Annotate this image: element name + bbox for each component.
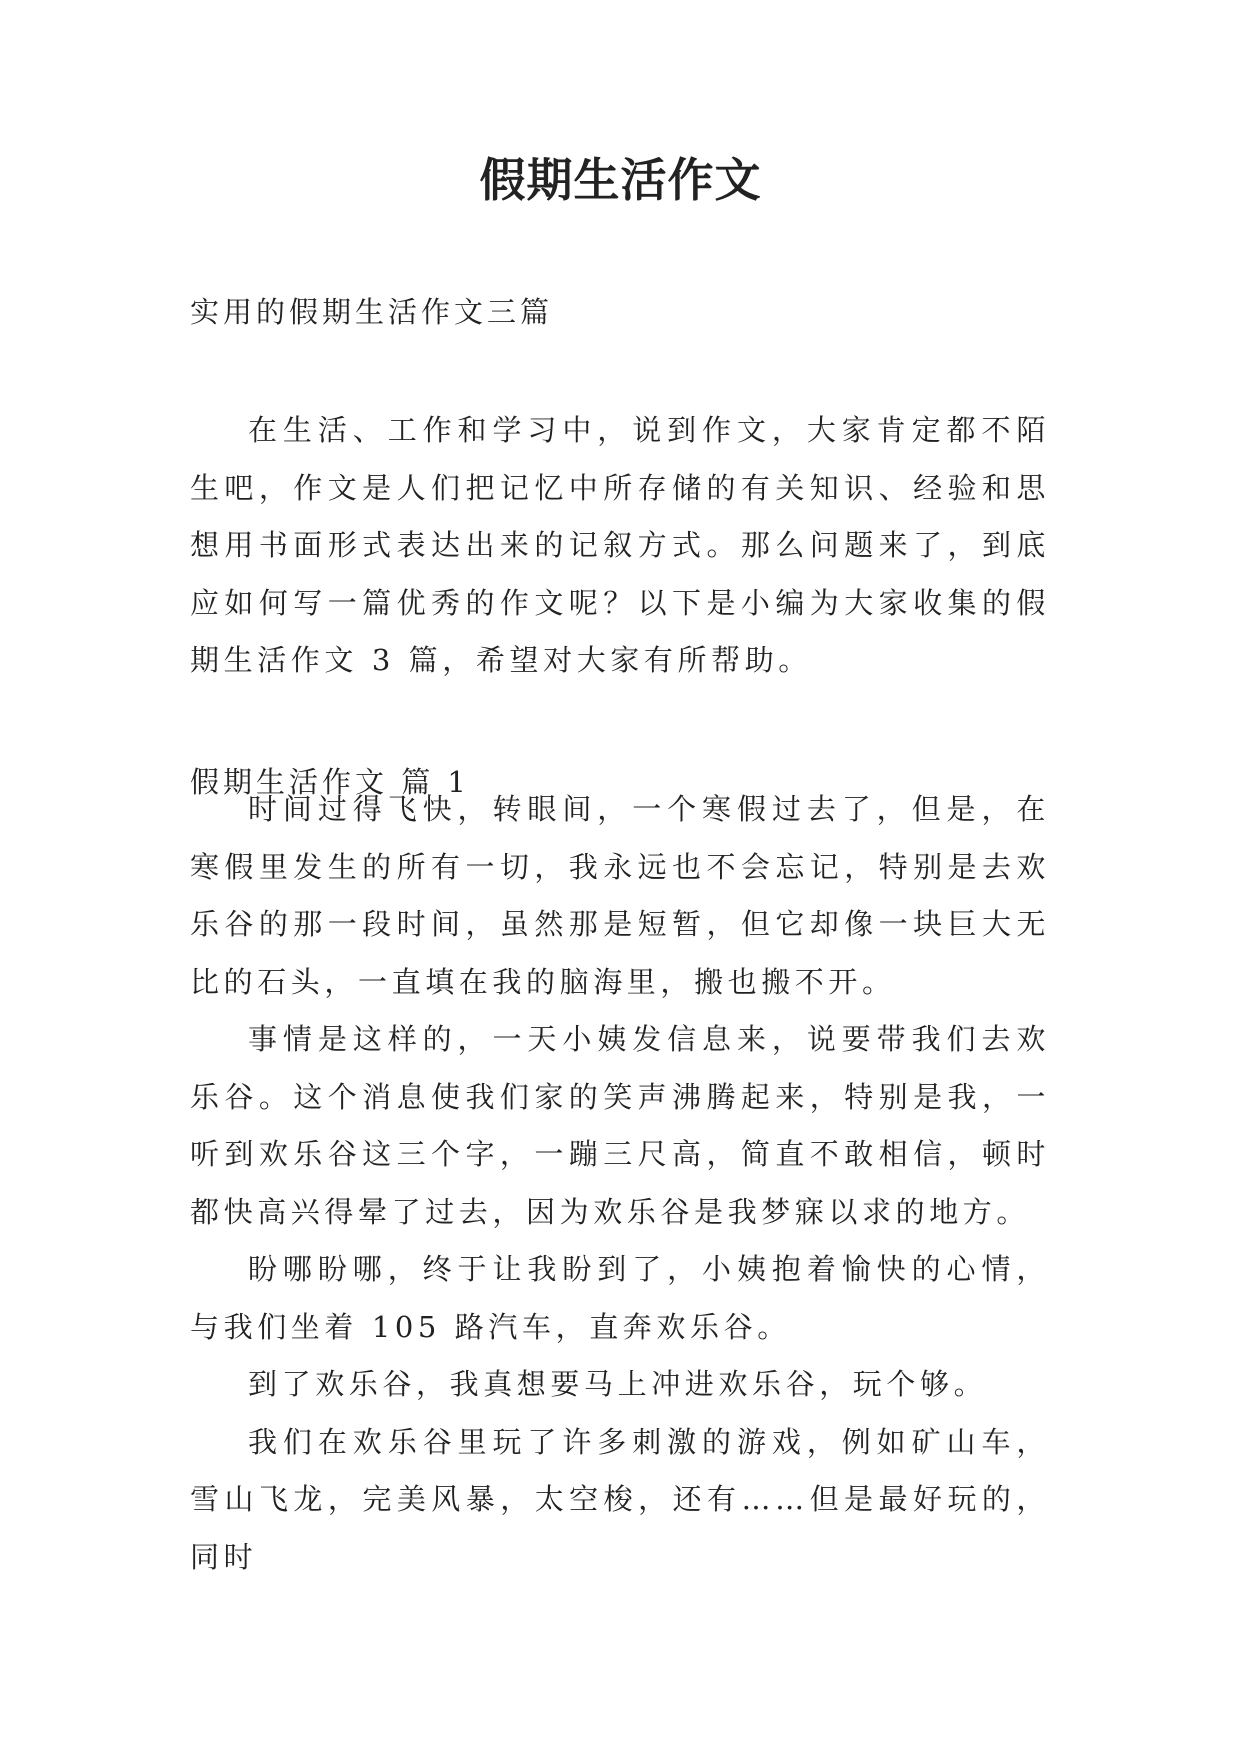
essay-paragraph: 到了欢乐谷，我真想要马上冲进欢乐谷，玩个够。 bbox=[248, 1367, 988, 1401]
essay-paragraph: 我们在欢乐谷里玩了许多刺激的游戏，例如矿山车，雪山飞龙，完美风暴，太空梭，还有……但是最好玩的，同时 bbox=[190, 1424, 1050, 1574]
section-heading: 假期生活作文 篇 1 bbox=[190, 765, 470, 799]
essay-body bbox=[190, 781, 1050, 1586]
intro-paragraph: 在生活、工作和学习中，说到作文，大家肯定都不陌生吧，作文是人们把记忆中所存储的有关知识、经验和思想用书面形式表达出来的记叙方式。那么问题来了，到底应如何写一篇优秀的作文呢？以下是小编为大家收集的假期生活作文 3 篇，希望对大家有所帮助。 bbox=[190, 413, 1050, 677]
essay-paragraph: 时间过得飞快，转眼间，一个寒假过去了，但是，在寒假里发生的所有一切，我永远也不会忘记，特别是去欢乐谷的那一段时间，虽然那是短暂，但它却像一块巨大无比的石头，一直填在我的脑海里，搬也搬不开。 bbox=[190, 792, 1050, 999]
document-title: 假期生活作文 bbox=[479, 153, 762, 207]
essay-paragraph: 盼哪盼哪，终于让我盼到了，小姨抱着愉快的心情，与我们坐着 105 路汽车，直奔欢乐谷。 bbox=[190, 1252, 1050, 1344]
intro-block bbox=[190, 402, 1050, 690]
essay-paragraph: 事情是这样的，一天小姨发信息来，说要带我们去欢乐谷。这个消息使我们家的笑声沸腾起来，特别是我，一听到欢乐谷这三个字，一蹦三尺高，简直不敢相信，顿时都快高兴得晕了过去，因为欢乐谷是我梦寐以求的地方。 bbox=[190, 1022, 1050, 1229]
document-subtitle: 实用的假期生活作文三篇 bbox=[190, 295, 554, 329]
